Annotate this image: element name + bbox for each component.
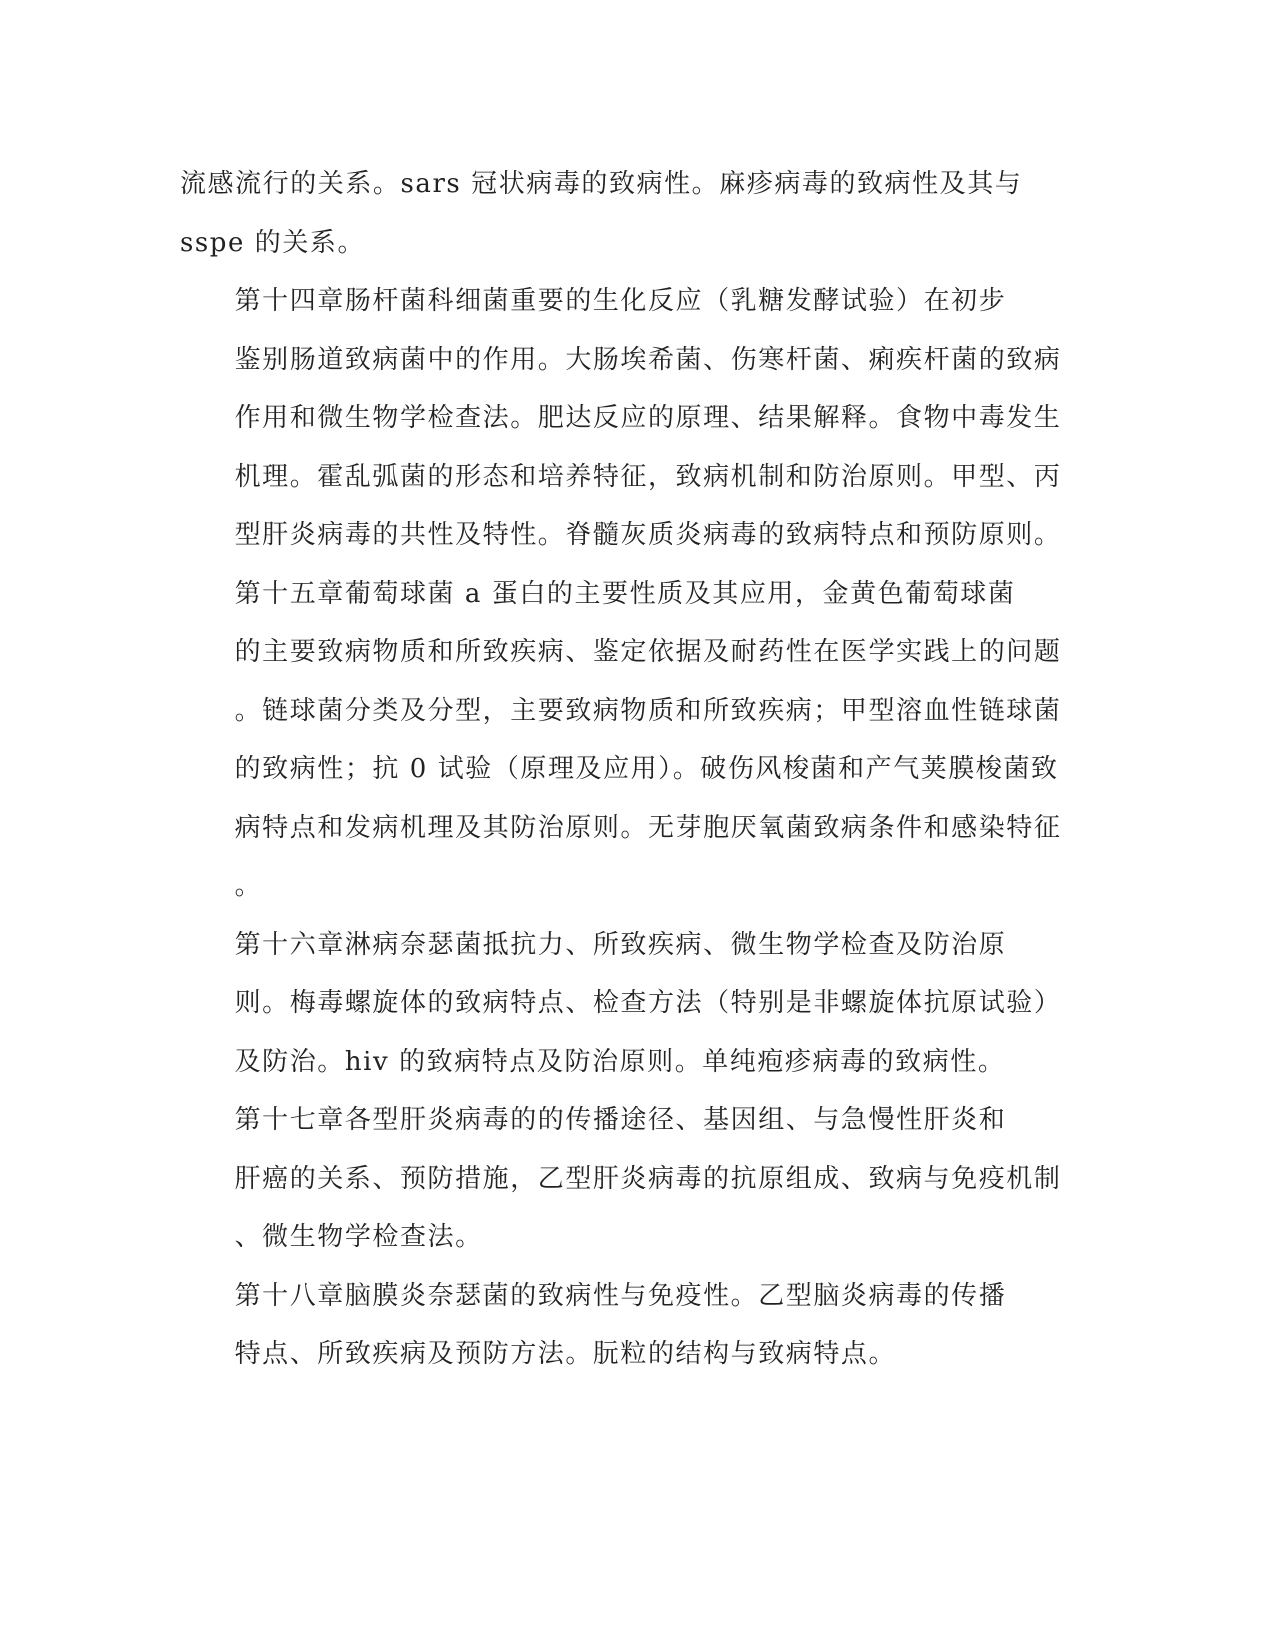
text-line: 病特点和发病机理及其防治原则。无芽胞厌氧菌致病条件和感染特征 xyxy=(234,812,1062,843)
document-body xyxy=(180,155,1062,1384)
text-line: 、微生物学检查法。 xyxy=(234,1222,483,1252)
text-line: 机理。霍乱弧菌的形态和培养特征，致病机制和防治原则。甲型、丙 xyxy=(234,461,1062,492)
text-line: 流感流行的关系。sars 冠状病毒的致病性。麻疹病毒的致病性及其与 xyxy=(180,169,1023,199)
text-line: 第十六章淋病奈瑟菌抵抗力、所致疾病、微生物学检查及防治原 xyxy=(234,929,1007,960)
text-line: 第十五章葡萄球菌 a 蛋白的主要性质及其应用，金黄色葡萄球菌 xyxy=(234,578,1016,609)
paragraph-intro-continuation xyxy=(180,155,1030,272)
text-line: 则。梅毒螺旋体的致病特点、检查方法（特别是非螺旋体抗原试验） xyxy=(234,988,1062,1018)
paragraph-chapter-17 xyxy=(180,1091,1062,1267)
paragraph-chapter-15 xyxy=(180,565,1062,916)
text-line: 鉴别肠道致病菌中的作用。大肠埃希菌、伤寒杆菌、痢疾杆菌的致病 xyxy=(234,344,1062,375)
text-line: 作用和微生物学检查法。肥达反应的原理、结果解释。食物中毒发生 xyxy=(234,403,1062,433)
text-line: 第十七章各型肝炎病毒的的传播途径、基因组、与急慢性肝炎和 xyxy=(234,1105,1007,1135)
text-line: 型肝炎病毒的共性及特性。脊髓灰质炎病毒的致病特点和预防原则。 xyxy=(234,520,1062,550)
text-line: sspe 的关系。 xyxy=(180,227,366,258)
text-line: 第十四章肠杆菌科细菌重要的生化反应（乳糖发酵试验）在初步 xyxy=(234,286,1007,316)
text-line: 。 xyxy=(234,871,263,901)
paragraph-chapter-14 xyxy=(180,272,1062,565)
text-line: 第十八章脑膜炎奈瑟菌的致病性与免疫性。乙型脑炎病毒的传播 xyxy=(234,1280,1007,1311)
text-line: 。链球菌分类及分型，主要致病物质和所致疾病；甲型溶血性链球菌 xyxy=(234,695,1062,726)
text-line: 的主要致病物质和所致疾病、鉴定依据及耐药性在医学实践上的问题 xyxy=(234,637,1062,667)
text-line: 特点、所致疾病及预防方法。朊粒的结构与致病特点。 xyxy=(234,1339,897,1369)
paragraph-chapter-18 xyxy=(180,1267,1030,1384)
text-line: 及防治。hiv 的致病特点及防治原则。单纯疱疹病毒的致病性。 xyxy=(234,1046,1006,1077)
paragraph-chapter-16 xyxy=(180,916,1062,1092)
text-line: 肝癌的关系、预防措施，乙型肝炎病毒的抗原组成、致病与免疫机制 xyxy=(234,1163,1062,1194)
text-line: 的致病性；抗 0 试验（原理及应用）。破伤风梭菌和产气荚膜梭菌致 xyxy=(234,754,1059,784)
